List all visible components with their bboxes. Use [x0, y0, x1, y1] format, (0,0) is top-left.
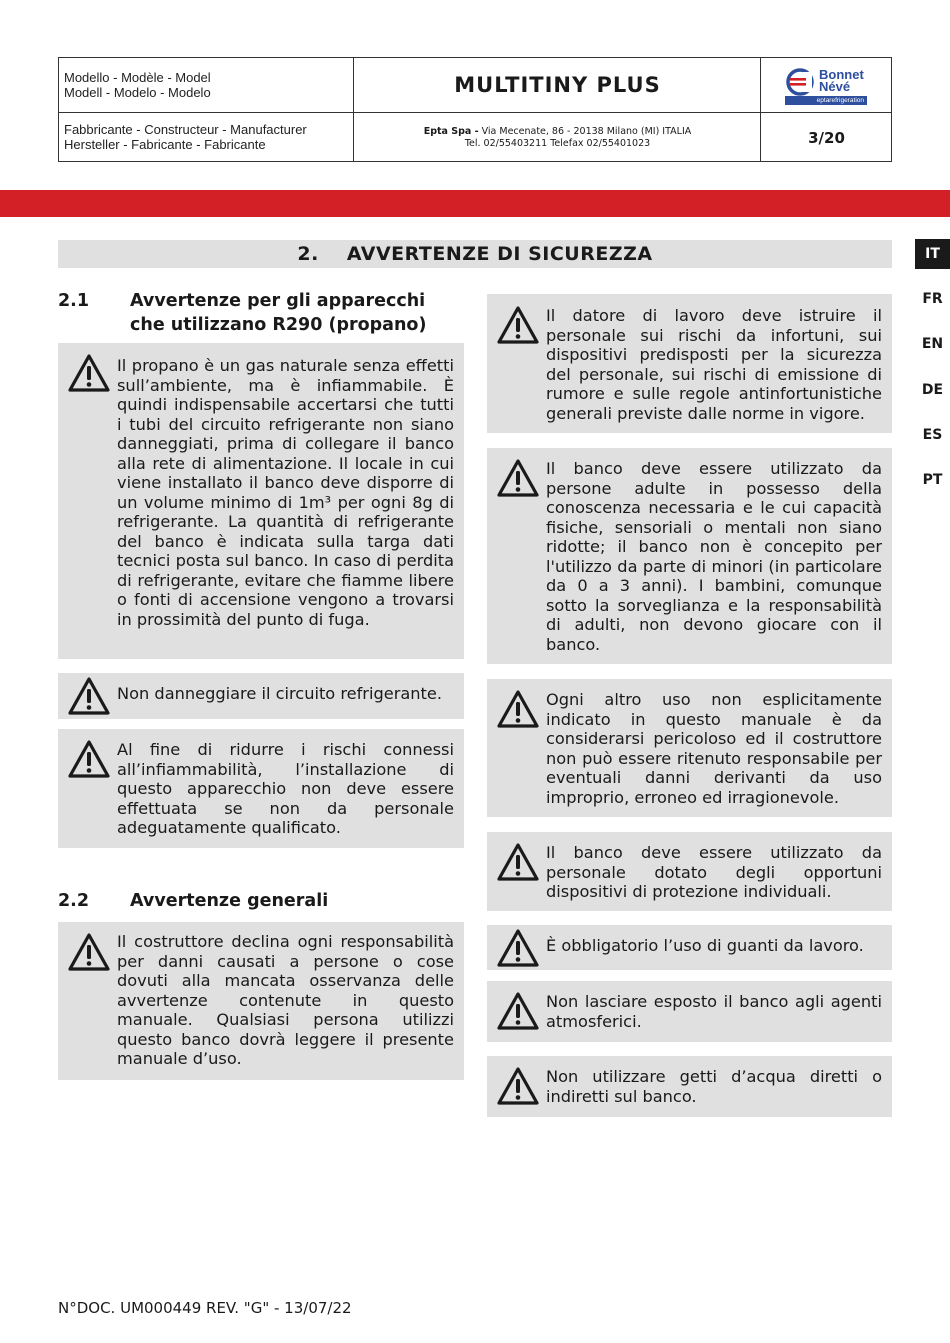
warning-text: Non danneggiare il circuito refrigerante.: [117, 684, 442, 703]
warning-triangle-icon: [496, 991, 540, 1031]
model-label: [64, 70, 211, 100]
warning-text: Il datore di lavoro deve istruire il personale sui rischi da infortuni, sui dispositivi predisposti per la sicurezza del personale, sui rischi di emissione di rumore e sulle regole antinfortunistiche generali previste dalle norme in vigore.: [546, 306, 882, 423]
warning-box: [58, 673, 464, 719]
manufacturer-label-line-2: Hersteller - Fabricante - Fabricante: [64, 137, 266, 152]
warning-text: Il banco deve essere utilizzato da persone adulte in possesso della conoscenza necessaria e le cui capacità fisiche, sensoriali o mentali non siano ridotte; il banco non è concepito per l'utilizzo da parte di minori (in particolare da 0 a 3 anni). I bambini, comunque sotto la sorveglianza e la responsabilità di adulti, non devono giocare con il banco.: [546, 459, 882, 654]
lang-tab-es[interactable]: ES: [922, 427, 943, 443]
warning-text: È obbligatorio l’uso di guanti da lavoro.: [546, 936, 864, 955]
document-footer: N°DOC. UM000449 REV. "G" - 13/07/22: [58, 1299, 352, 1317]
warning-triangle-icon: [67, 739, 111, 779]
warning-text: Non utilizzare getti d’acqua diretti o indiretti sul banco.: [546, 1067, 882, 1106]
section-title-text: AVVERTENZE DI SICUREZZA: [346, 243, 653, 265]
lang-tab-it[interactable]: IT: [915, 239, 950, 269]
product-title: MULTITINY PLUS: [454, 73, 661, 97]
address-line-2: Tel. 02/55403211 Telefax 02/55401023: [464, 138, 651, 149]
manufacturer-label: [64, 122, 307, 152]
lang-tab-en[interactable]: EN: [921, 336, 944, 352]
warning-text: Il costruttore declina ogni responsabilità per danni causati a persone o cose dovuti alla mancata osservanza delle avvertenze contenute in questo manuale. Qualsiasi persona utilizzi questo banco dovrà leggere il presente manuale d’uso.: [117, 932, 454, 1068]
warning-text: Il banco deve essere utilizzato da personale dotato degli opportuni dispositivi di protezione individuali.: [546, 843, 882, 901]
warning-triangle-icon: [496, 305, 540, 345]
warning-triangle-icon: [67, 676, 111, 716]
warning-box: [58, 343, 464, 659]
manufacturer-address: [354, 113, 761, 163]
model-label-line-1: Modello - Modèle - Model: [64, 70, 211, 85]
section-title: [58, 240, 892, 268]
logo-euro-icon: [785, 67, 815, 97]
warning-text: Non lasciare esposto il banco agli agenti atmosferici.: [546, 992, 882, 1031]
subsection-2-1-heading: [58, 289, 468, 339]
warning-box: [487, 981, 892, 1042]
warning-text: Ogni altro uso non esplicitamente indicato in questo manuale è da considerarsi pericoloso ed il costruttore non può essere ritenuto responsabile per eventuali danni derivanti da uso improprio, erroneo ed irragionevole.: [546, 690, 882, 807]
manufacturer-label-line-1: Fabbricante - Constructeur - Manufacturer: [64, 122, 307, 137]
address-line-1: [424, 126, 692, 138]
model-label-line-2: Modell - Modelo - Modelo: [64, 85, 211, 100]
logo-band-epta: eptarefrigeration: [785, 96, 867, 105]
warning-box: [58, 729, 464, 848]
section-number: 2.: [297, 243, 319, 265]
warning-box: [487, 679, 892, 817]
document-header: [58, 57, 892, 162]
warning-triangle-icon: [496, 1066, 540, 1106]
warning-triangle-icon: [496, 928, 540, 968]
warning-triangle-icon: [496, 689, 540, 729]
subsection-number: 2.1: [58, 291, 90, 311]
logo-text-neve: Névé: [819, 79, 851, 94]
warning-triangle-icon: [67, 353, 111, 393]
warning-triangle-icon: [496, 458, 540, 498]
warning-box: [487, 1056, 892, 1117]
warning-triangle-icon: [67, 932, 111, 972]
warning-triangle-icon: [496, 842, 540, 882]
lang-tab-de[interactable]: DE: [921, 382, 944, 398]
logo-text-bonnet: Bonnet: [819, 67, 864, 82]
warning-box: [58, 922, 464, 1080]
lang-tab-pt[interactable]: PT: [922, 472, 943, 488]
warning-box: [487, 448, 892, 664]
warning-text: Il propano è un gas naturale senza effetti sull’ambiente, ma è infiammabile. È quindi indispensabile accertarsi che tutti i tubi del circuito refrigerante non siano danneggiati, prima di collegare il banco alla rete di alimentazione. Il locale in cui viene installato il banco deve disporre di un volume minimo di 1m³ per ogni 8g di refrigerante. La quantità di refrigerante del banco è indicata sulla targa dati tecnici posta sul banco. In caso di perdita di refrigerante, evitare che fiamme libere o fonti di accensione vengono a trovarsi in prossimità del punto di fuga.: [117, 356, 454, 629]
subsection-2-2-heading: [58, 889, 468, 915]
warning-box: [487, 925, 892, 970]
subsection-number: 2.2: [58, 891, 90, 911]
red-divider-band: [0, 190, 950, 217]
address-company: Epta Spa -: [423, 126, 479, 137]
warning-box: [487, 832, 892, 911]
bonnet-neve-logo: [761, 58, 892, 112]
page-number: 3/20: [808, 129, 845, 147]
warning-box: [487, 294, 892, 433]
warning-text: Al fine di ridurre i rischi connessi all’infiammabilità, l’installazione di questo apparecchio non deve essere effettuata se non da personale adeguatamente qualificato.: [117, 740, 454, 837]
subsection-title: Avvertenze per gli apparecchi che utilizzano R290 (propano): [130, 291, 427, 335]
subsection-title: Avvertenze generali: [130, 891, 329, 911]
lang-tab-fr[interactable]: FR: [922, 291, 943, 307]
address-street: Via Mecenate, 86 - 20138 Milano (MI) ITALIA: [478, 126, 692, 137]
